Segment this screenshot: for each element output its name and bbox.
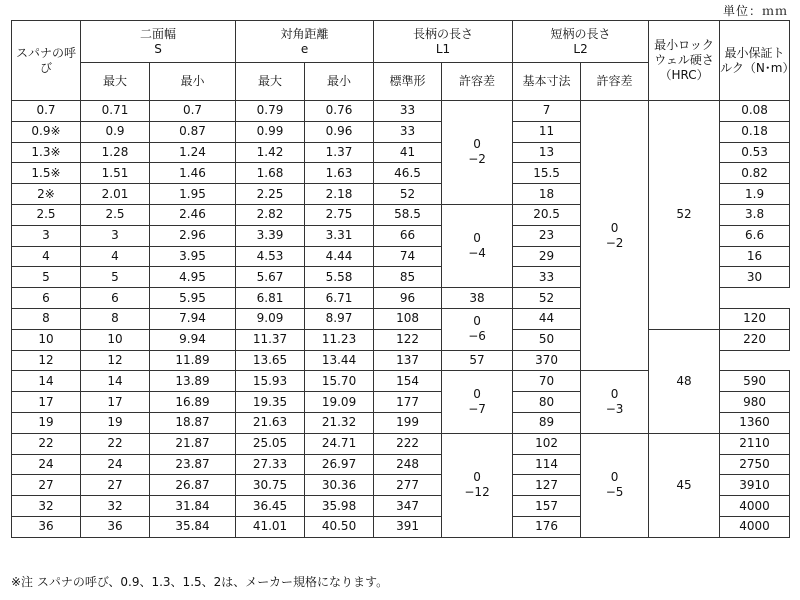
torque-cell: 3910: [720, 475, 790, 496]
e-min-cell: 26.97: [305, 454, 374, 475]
s-min-cell: 2.96: [150, 225, 236, 246]
s-min-cell: 18.87: [150, 412, 236, 433]
e-min-cell: 1.37: [305, 142, 374, 163]
l2-basic-cell: 20.5: [513, 204, 581, 225]
e-max-cell: 15.93: [236, 371, 305, 392]
l2-basic-cell: 15.5: [513, 163, 581, 184]
e-max-cell: 3.39: [236, 225, 305, 246]
e-min-cell: 8.97: [305, 308, 374, 329]
l1-standard-cell: 248: [374, 454, 442, 475]
s-max-cell: 8: [81, 308, 150, 329]
s-max-cell: 6: [81, 288, 150, 309]
s-min-cell: 5.95: [150, 288, 236, 309]
header-e-max: 最大: [236, 63, 305, 101]
s-max-cell: 5: [81, 267, 150, 288]
s-max-cell: 24: [81, 454, 150, 475]
l1-tolerance-cell-upper: 0: [473, 470, 481, 485]
e-min-cell: 19.09: [305, 392, 374, 413]
l2-tolerance-cell: [581, 371, 649, 433]
e-max-cell: 9.09: [236, 308, 305, 329]
torque-cell: 3.8: [720, 204, 790, 225]
s-max-cell: 1.28: [81, 142, 150, 163]
header-s: [81, 21, 236, 63]
torque-cell: 52: [513, 288, 581, 309]
l2-basic-cell: 11: [513, 121, 581, 142]
l2-basic-cell: 23: [513, 225, 581, 246]
e-min-cell: 15.70: [305, 371, 374, 392]
nominal-size-cell: 0.9※: [12, 121, 81, 142]
e-max-cell: 41.01: [236, 516, 305, 537]
e-max-cell: 25.05: [236, 433, 305, 454]
nominal-size-cell: 1.3※: [12, 142, 81, 163]
s-max-cell: 10: [81, 329, 150, 350]
spanner-spec-table: [11, 20, 795, 538]
torque-cell: 4000: [720, 496, 790, 517]
nominal-size-cell: 14: [12, 371, 81, 392]
nominal-size-cell: 10: [12, 329, 81, 350]
l2-tolerance-cell-upper: 0: [610, 387, 619, 402]
header-l2: [513, 21, 649, 63]
header-l1-symbol: L1: [435, 41, 451, 56]
s-min-cell: 3.95: [150, 246, 236, 267]
header-e-title: 対角距離: [280, 26, 329, 41]
l2-basic-cell: 29: [513, 246, 581, 267]
nominal-size-cell: 6: [12, 288, 81, 309]
table-row: [12, 101, 790, 122]
nominal-size-cell: 1.5※: [12, 163, 81, 184]
e-min-cell: 3.31: [305, 225, 374, 246]
l1-tolerance-cell-lower: −4: [468, 246, 486, 261]
header-l1-std: 標準形: [374, 63, 442, 101]
e-max-cell: 2.25: [236, 184, 305, 205]
l1-tolerance-cell: [442, 101, 513, 205]
s-min-cell: 16.89: [150, 392, 236, 413]
torque-cell: 2110: [720, 433, 790, 454]
header-l1-title: 長柄の長さ: [413, 26, 474, 41]
nominal-size-cell: 0.7: [12, 101, 81, 122]
e-min-cell: 1.63: [305, 163, 374, 184]
nominal-size-cell: 17: [12, 392, 81, 413]
l2-tolerance-cell-lower: −5: [605, 485, 624, 500]
nominal-size-cell: 19: [12, 412, 81, 433]
l1-tolerance-cell-upper: 0: [473, 314, 481, 329]
header-torque: 最小保証トルク（N･m）: [720, 21, 790, 101]
torque-cell: 220: [720, 329, 790, 350]
l1-standard-cell: 46.5: [374, 163, 442, 184]
header-l2-basic: 基本寸法: [513, 63, 581, 101]
e-min-cell: 11.23: [305, 329, 374, 350]
l1-standard-cell: 66: [374, 225, 442, 246]
l1-tolerance-cell: [442, 371, 513, 433]
torque-cell: 590: [720, 371, 790, 392]
l1-tolerance-cell: [442, 308, 513, 350]
s-min-cell: 26.87: [150, 475, 236, 496]
l1-tolerance-cell-upper: 0: [473, 387, 481, 402]
e-max-cell: 1.68: [236, 163, 305, 184]
l2-basic-cell: 13: [513, 142, 581, 163]
nominal-size-cell: 8: [12, 308, 81, 329]
s-max-cell: 0.9: [81, 121, 150, 142]
torque-cell: 0.08: [720, 101, 790, 122]
s-min-cell: 0.7: [150, 101, 236, 122]
torque-cell: 4000: [720, 516, 790, 537]
l1-standard-cell: 33: [374, 121, 442, 142]
l2-basic-cell: 89: [513, 412, 581, 433]
l2-basic-cell: 80: [513, 392, 581, 413]
l1-standard-cell: 58.5: [374, 204, 442, 225]
l2-basic-cell: 157: [513, 496, 581, 517]
e-min-cell: 2.18: [305, 184, 374, 205]
torque-cell: 0.53: [720, 142, 790, 163]
s-min-cell: 1.46: [150, 163, 236, 184]
s-max-cell: 12: [81, 350, 150, 371]
s-max-cell: 14: [81, 371, 150, 392]
l1-standard-cell: 96: [374, 288, 442, 309]
l2-tolerance-cell-lower: −2: [605, 235, 624, 250]
table-row: [12, 433, 790, 454]
s-min-cell: 23.87: [150, 454, 236, 475]
l1-tolerance-cell: [442, 204, 513, 287]
header-s-symbol: S: [154, 41, 162, 56]
l2-tolerance-cell: [581, 433, 649, 537]
table-row: [12, 329, 790, 350]
e-min-cell: 21.32: [305, 412, 374, 433]
e-max-cell: 19.35: [236, 392, 305, 413]
s-max-cell: 1.51: [81, 163, 150, 184]
s-max-cell: 17: [81, 392, 150, 413]
nominal-size-cell: 4: [12, 246, 81, 267]
header-l2-tol: 許容差: [581, 63, 649, 101]
e-min-cell: 6.71: [305, 288, 374, 309]
e-min-cell: 0.96: [305, 121, 374, 142]
e-min-cell: 2.75: [305, 204, 374, 225]
l1-standard-cell: 391: [374, 516, 442, 537]
l2-basic-cell: 33: [513, 267, 581, 288]
torque-cell: 2750: [720, 454, 790, 475]
l1-tolerance-cell-upper: 0: [473, 231, 481, 246]
spec-table-body: [12, 101, 790, 538]
l2-tolerance-cell-upper: 0: [610, 470, 619, 485]
e-max-cell: 1.42: [236, 142, 305, 163]
nominal-size-cell: 12: [12, 350, 81, 371]
header-e-min: 最小: [305, 63, 374, 101]
l2-basic-cell: 70: [513, 371, 581, 392]
e-min-cell: 13.44: [305, 350, 374, 371]
header-e-symbol: e: [300, 41, 309, 56]
header-l2-symbol: L2: [573, 41, 588, 56]
nominal-size-cell: 27: [12, 475, 81, 496]
nominal-size-cell: 36: [12, 516, 81, 537]
l2-basic-cell: 114: [513, 454, 581, 475]
s-min-cell: 4.95: [150, 267, 236, 288]
l1-tolerance-cell-lower: −2: [468, 152, 486, 167]
l2-basic-cell: 57: [442, 350, 513, 371]
e-max-cell: 6.81: [236, 288, 305, 309]
nominal-size-cell: 22: [12, 433, 81, 454]
s-max-cell: 3: [81, 225, 150, 246]
header-l2-title: 短柄の長さ: [550, 26, 611, 41]
s-min-cell: 11.89: [150, 350, 236, 371]
nominal-size-cell: 3: [12, 225, 81, 246]
e-max-cell: 0.99: [236, 121, 305, 142]
s-max-cell: 19: [81, 412, 150, 433]
l2-basic-cell: 18: [513, 184, 581, 205]
l2-tolerance-cell-upper: 0: [610, 220, 619, 235]
l2-basic-cell: 176: [513, 516, 581, 537]
torque-cell: 6.6: [720, 225, 790, 246]
nominal-size-cell: 32: [12, 496, 81, 517]
l2-basic-cell: 127: [513, 475, 581, 496]
torque-cell: 370: [513, 350, 581, 371]
s-min-cell: 2.46: [150, 204, 236, 225]
e-max-cell: 2.82: [236, 204, 305, 225]
header-s-min: 最小: [150, 63, 236, 101]
header-e: [236, 21, 374, 63]
torque-cell: 1360: [720, 412, 790, 433]
l2-basic-cell: 50: [513, 329, 581, 350]
l2-basic-cell: 44: [513, 308, 581, 329]
s-min-cell: 0.87: [150, 121, 236, 142]
l1-standard-cell: 85: [374, 267, 442, 288]
l2-tolerance-cell: [581, 101, 649, 371]
header-l1: [374, 21, 513, 63]
e-max-cell: 30.75: [236, 475, 305, 496]
nominal-size-cell: 2.5: [12, 204, 81, 225]
header-nominal: スパナの呼び: [12, 21, 81, 101]
footnote: ※注 スパナの呼び、0.9、1.3、1.5、2は、メーカー規格になります。: [11, 575, 389, 589]
nominal-size-cell: 5: [12, 267, 81, 288]
header-hardness: 最小ロックウェル硬さ（HRC）: [649, 21, 720, 101]
l1-standard-cell: 277: [374, 475, 442, 496]
l1-standard-cell: 154: [374, 371, 442, 392]
e-max-cell: 0.79: [236, 101, 305, 122]
nominal-size-cell: 24: [12, 454, 81, 475]
l1-tolerance-cell-lower: −7: [468, 402, 486, 417]
s-max-cell: 27: [81, 475, 150, 496]
l1-standard-cell: 199: [374, 412, 442, 433]
e-max-cell: 21.63: [236, 412, 305, 433]
e-min-cell: 24.71: [305, 433, 374, 454]
e-max-cell: 13.65: [236, 350, 305, 371]
l1-standard-cell: 122: [374, 329, 442, 350]
s-max-cell: 22: [81, 433, 150, 454]
hardness-cell: 52: [649, 101, 720, 330]
e-max-cell: 11.37: [236, 329, 305, 350]
torque-cell: 0.82: [720, 163, 790, 184]
header-s-title: 二面幅: [140, 26, 177, 41]
e-max-cell: 27.33: [236, 454, 305, 475]
s-min-cell: 31.84: [150, 496, 236, 517]
header-l1-tol: 許容差: [442, 63, 513, 101]
l1-standard-cell: 108: [374, 308, 442, 329]
torque-cell: 16: [720, 246, 790, 267]
l2-basic-cell: 38: [442, 288, 513, 309]
s-min-cell: 21.87: [150, 433, 236, 454]
s-min-cell: 1.24: [150, 142, 236, 163]
e-min-cell: 5.58: [305, 267, 374, 288]
e-min-cell: 0.76: [305, 101, 374, 122]
l2-basic-cell: 102: [513, 433, 581, 454]
l1-standard-cell: 74: [374, 246, 442, 267]
s-min-cell: 35.84: [150, 516, 236, 537]
torque-cell: 30: [720, 267, 790, 288]
s-min-cell: 13.89: [150, 371, 236, 392]
s-max-cell: 36: [81, 516, 150, 537]
e-min-cell: 35.98: [305, 496, 374, 517]
s-max-cell: 0.71: [81, 101, 150, 122]
l1-standard-cell: 347: [374, 496, 442, 517]
s-min-cell: 7.94: [150, 308, 236, 329]
torque-cell: 1.9: [720, 184, 790, 205]
e-max-cell: 36.45: [236, 496, 305, 517]
e-max-cell: 5.67: [236, 267, 305, 288]
s-max-cell: 2.01: [81, 184, 150, 205]
unit-label: 単位：ｍｍ: [722, 4, 788, 18]
l1-standard-cell: 222: [374, 433, 442, 454]
l1-tolerance-cell-lower: −12: [464, 485, 490, 500]
torque-cell: 120: [720, 308, 790, 329]
l1-tolerance-cell-upper: 0: [473, 137, 481, 152]
torque-cell: 0.18: [720, 121, 790, 142]
hardness-cell: 48: [649, 329, 720, 433]
torque-cell: 980: [720, 392, 790, 413]
s-min-cell: 9.94: [150, 329, 236, 350]
e-min-cell: 40.50: [305, 516, 374, 537]
l1-tolerance-cell: [442, 433, 513, 537]
l1-standard-cell: 137: [374, 350, 442, 371]
l2-basic-cell: 7: [513, 101, 581, 122]
header-s-max: 最大: [81, 63, 150, 101]
s-max-cell: 2.5: [81, 204, 150, 225]
hardness-cell: 45: [649, 433, 720, 537]
e-min-cell: 30.36: [305, 475, 374, 496]
s-max-cell: 4: [81, 246, 150, 267]
l1-tolerance-cell-lower: −6: [468, 329, 486, 344]
l1-standard-cell: 52: [374, 184, 442, 205]
l2-tolerance-cell-lower: −3: [605, 402, 624, 417]
s-min-cell: 1.95: [150, 184, 236, 205]
s-max-cell: 32: [81, 496, 150, 517]
e-max-cell: 4.53: [236, 246, 305, 267]
e-min-cell: 4.44: [305, 246, 374, 267]
nominal-size-cell: 2※: [12, 184, 81, 205]
l1-standard-cell: 177: [374, 392, 442, 413]
l1-standard-cell: 41: [374, 142, 442, 163]
l1-standard-cell: 33: [374, 101, 442, 122]
